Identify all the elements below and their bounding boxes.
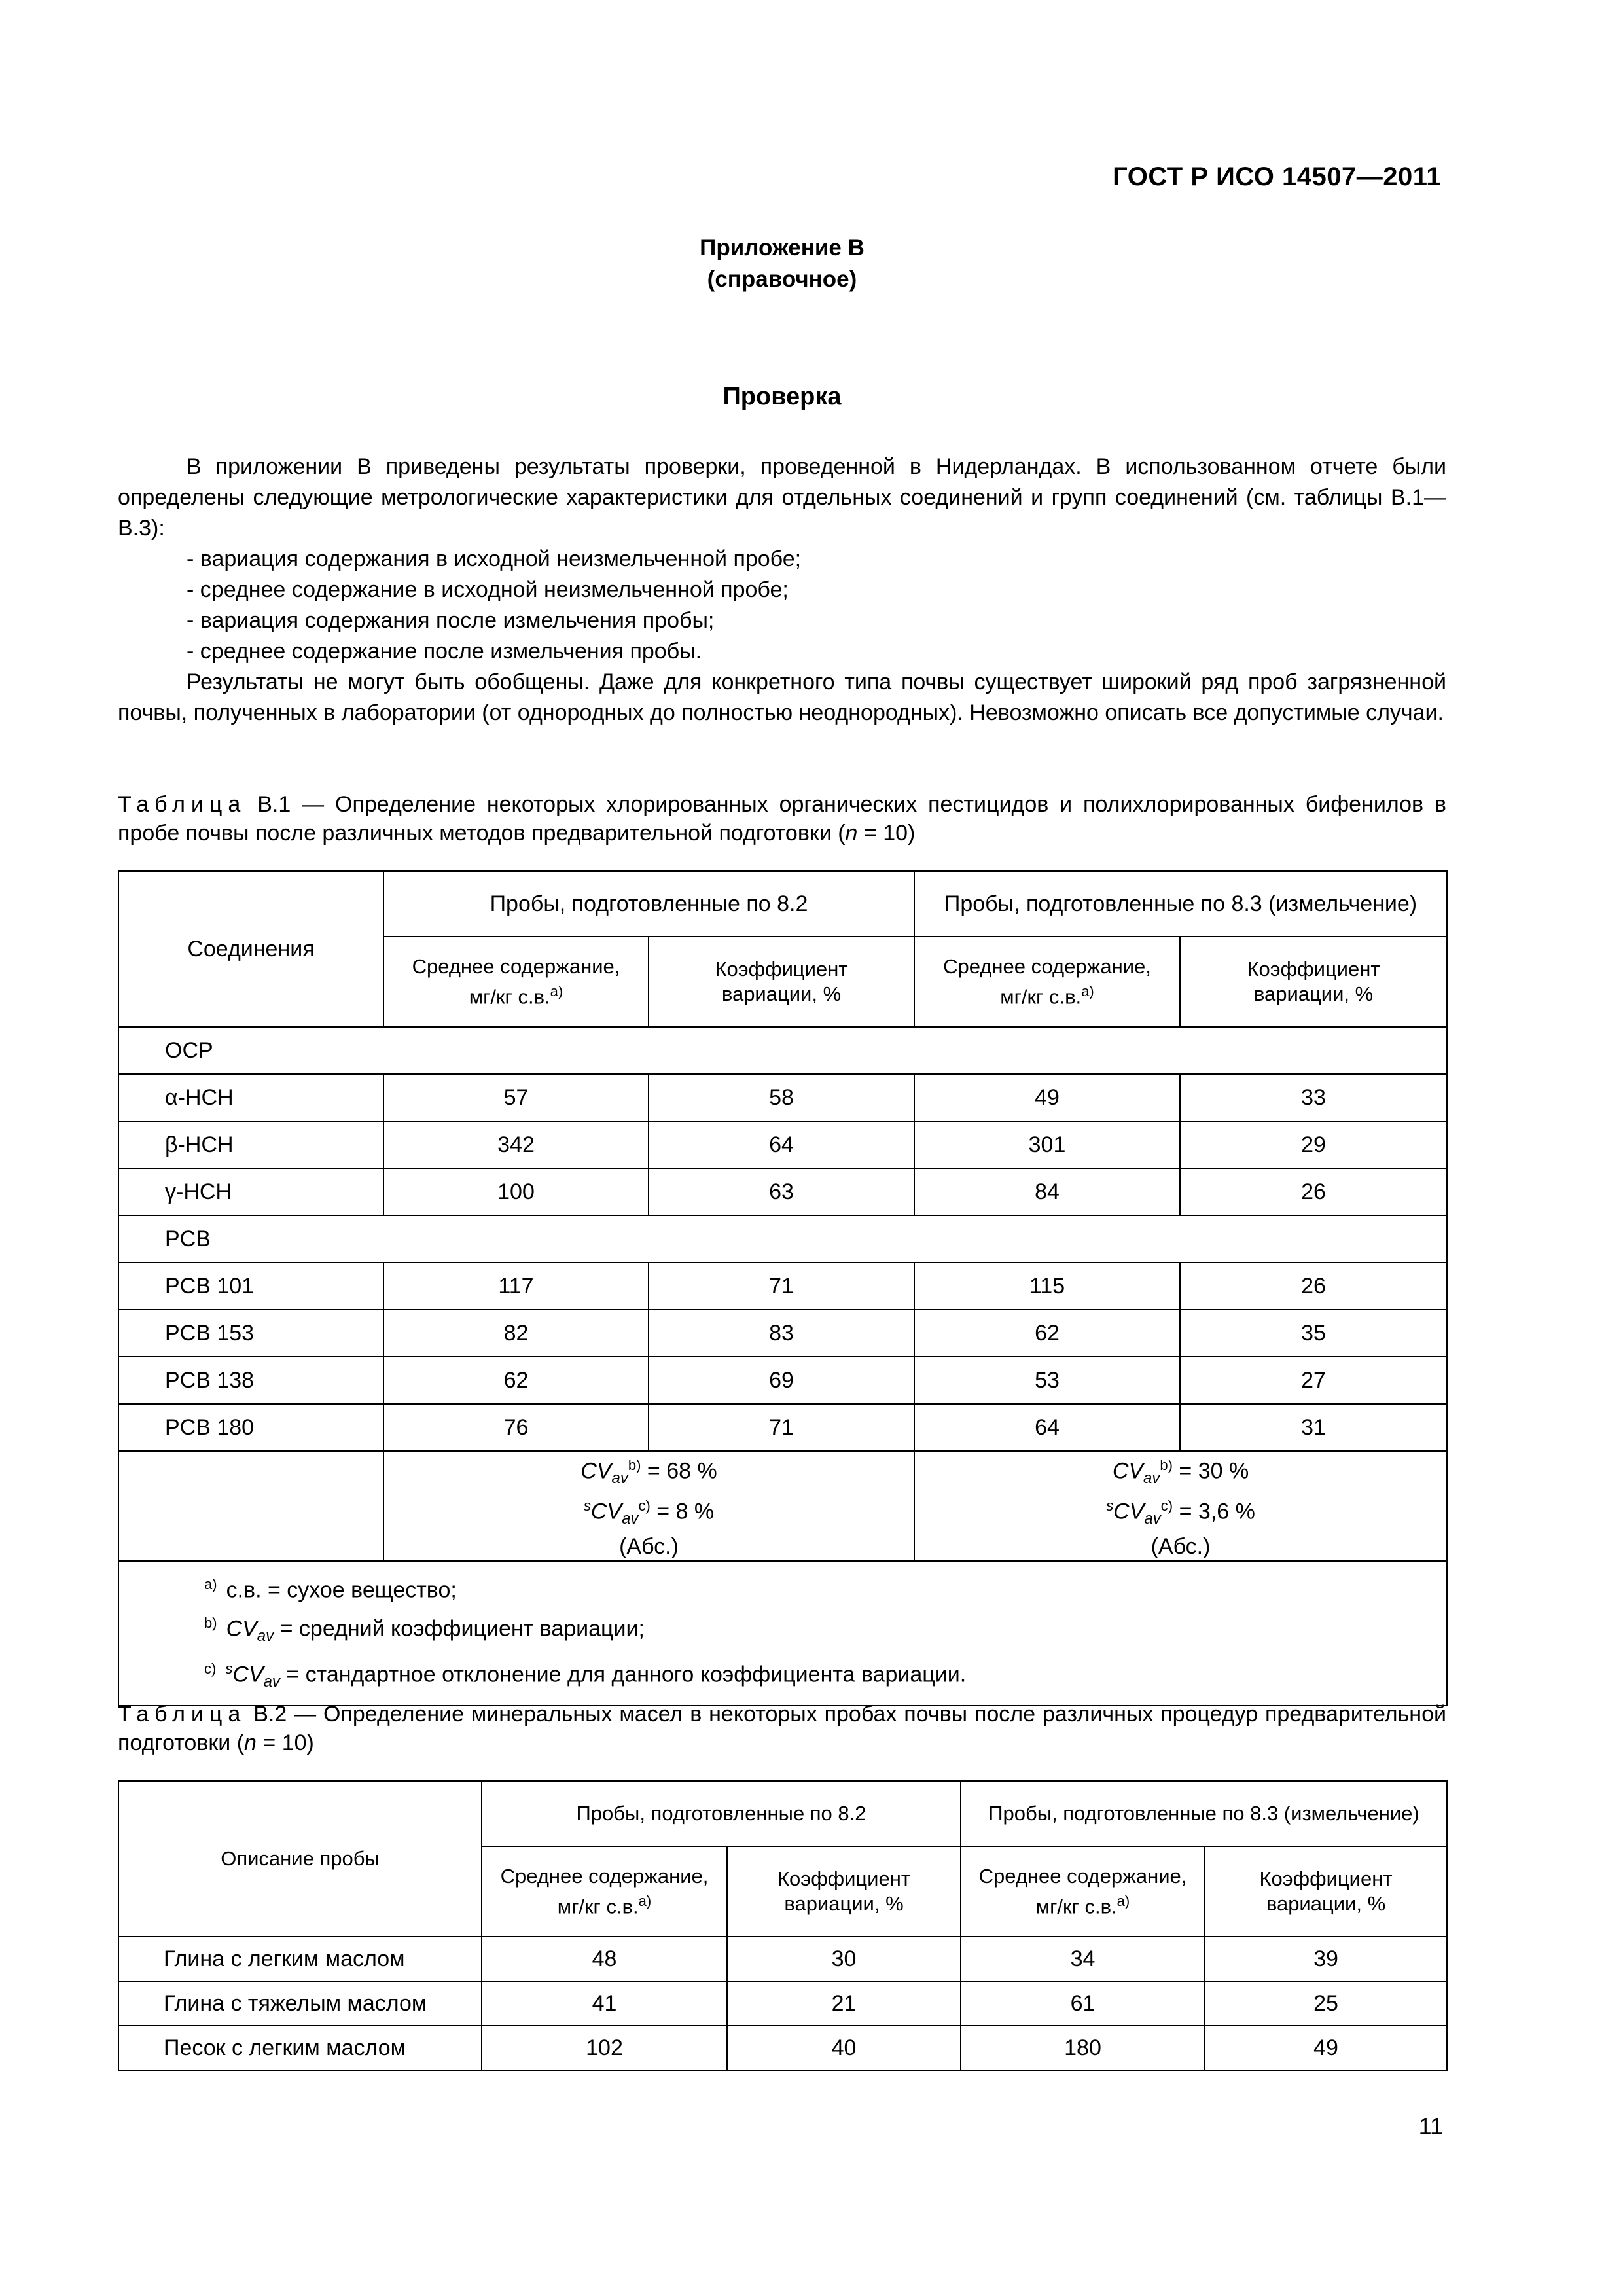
table2-caption-number: В.2 (253, 1702, 287, 1727)
table1-header-compound: Соединения (118, 871, 383, 1027)
table1-header-mean-82: Среднее содержание, мг/кг с.в.$^{a)}$ (383, 937, 649, 1027)
appendix-subtitle: (справочное) (707, 266, 857, 292)
cv-83: 26 (1180, 1263, 1447, 1310)
cv-83: 27 (1180, 1357, 1447, 1404)
table-row (118, 1168, 1447, 1215)
mean-83: 53 (914, 1357, 1180, 1404)
cv-83: 33 (1180, 1074, 1447, 1121)
table2-header-cv-83: Коэффициент вариации, % (1205, 1846, 1447, 1937)
intro-text (118, 452, 1446, 728)
mean-82: 76 (383, 1404, 649, 1451)
table2-caption-label: Таблица (118, 1702, 247, 1727)
cv-82: 71 (649, 1404, 914, 1451)
sample-name: Глина с легким маслом (118, 1937, 482, 1981)
table1-caption-text: — Определение некоторых хлорированных органических пестицидов и полихлорированных бифенилов в пробе почвы после различных методов предварительной подготовки ( (118, 792, 1446, 846)
cv-82: 69 (649, 1357, 914, 1404)
cv-83: 49 (1205, 2026, 1447, 2070)
mean-82: 41 (482, 1981, 727, 2026)
table2-caption-n: n (244, 1731, 257, 1755)
table1-header-group-82: Пробы, подготовленные по 8.2 (383, 871, 914, 937)
table1-stats-83: $CV_{av}^{b)} = 30$ % $^sCV_{av}^{c)} = 3,6$ % (Абс.) (914, 1451, 1447, 1561)
mean-82: 117 (383, 1263, 649, 1310)
mean-82: 57 (383, 1074, 649, 1121)
table1-stats-82: $CV_{av}^{b)} = 68$ % $^sCV_{av}^{c)} = 8$ % (Абс.) (383, 1451, 914, 1561)
table-row (118, 1263, 1447, 1310)
table-row (118, 1937, 1447, 1981)
table1-caption-label: Таблица (118, 792, 247, 817)
document-id: ГОСТ Р ИСО 14507—2011 (1113, 162, 1441, 191)
cv-83: 25 (1205, 1981, 1447, 2026)
table2-header-mean-82: Среднее содержание, мг/кг с.в.$^{a)}$ (482, 1846, 727, 1937)
cv-82: 64 (649, 1121, 914, 1168)
table2 (118, 1780, 1448, 2071)
cv-82: 63 (649, 1168, 914, 1215)
mean-83: 34 (961, 1937, 1205, 1981)
table1-header-group-83: Пробы, подготовленные по 8.3 (измельчение) (914, 871, 1447, 937)
table1-group-row: PCB (118, 1215, 1447, 1263)
mean-82: 342 (383, 1121, 649, 1168)
table-row (118, 1357, 1447, 1404)
mean-82: 102 (482, 2026, 727, 2070)
table2-header-group-83: Пробы, подготовленные по 8.3 (измельчение) (961, 1781, 1447, 1846)
table2-header-cv-82: Коэффициент вариации, % (727, 1846, 961, 1937)
compound-name: α-HCH (118, 1074, 383, 1121)
table-row (118, 1121, 1447, 1168)
compound-name: PCB 138 (118, 1357, 383, 1404)
appendix-heading (0, 232, 1564, 295)
compound-name: PCB 153 (118, 1310, 383, 1357)
intro-list-item: - среднее содержание в исходной неизмельченной пробе; (118, 575, 1446, 605)
table1-caption-number: В.1 (257, 792, 291, 817)
cv-82: 83 (649, 1310, 914, 1357)
cv-83: 35 (1180, 1310, 1447, 1357)
table1-group-row: OCP (118, 1027, 1447, 1074)
table2-caption (118, 1700, 1446, 1757)
mean-83: 64 (914, 1404, 1180, 1451)
table2-caption-text: — Определение минеральных масел в некоторых пробах почвы после различных процедур предварительной подготовки ( (118, 1702, 1446, 1755)
intro-list (118, 544, 1446, 667)
mean-83: 62 (914, 1310, 1180, 1357)
cv-82: 71 (649, 1263, 914, 1310)
table-row (118, 1310, 1447, 1357)
sample-name: Песок с легким маслом (118, 2026, 482, 2070)
mean-82: 100 (383, 1168, 649, 1215)
appendix-title: Приложение В (700, 235, 865, 260)
footnote-a: $^{a)}$ с.в. = сухое вещество; (204, 1576, 457, 1603)
footnote-c: $^{c)}$ $^sCV_{av}$ = стандартное отклонение для данного коэффициента вариации. (204, 1660, 967, 1691)
table-row (118, 1981, 1447, 2026)
cv-82: 40 (727, 2026, 961, 2070)
cv-82: 21 (727, 1981, 961, 2026)
cv-82: 30 (727, 1937, 961, 1981)
table-row (118, 1404, 1447, 1451)
mean-82: 62 (383, 1357, 649, 1404)
compound-name: PCB 180 (118, 1404, 383, 1451)
section-title: Проверка (722, 383, 842, 410)
intro-list-item: - среднее содержание после измельчения пробы. (118, 636, 1446, 667)
cv-83: 31 (1180, 1404, 1447, 1451)
mean-83: 115 (914, 1263, 1180, 1310)
table2-header-sample: Описание пробы (118, 1781, 482, 1937)
footnote-b: $^{b)}$ $CV_{av}$ = средний коэффициент вариации; (204, 1614, 645, 1645)
mean-83: 49 (914, 1074, 1180, 1121)
mean-83: 301 (914, 1121, 1180, 1168)
compound-name: PCB 101 (118, 1263, 383, 1310)
table1 (118, 870, 1448, 1706)
compound-name: γ-HCH (118, 1168, 383, 1215)
cv-83: 29 (1180, 1121, 1447, 1168)
table2-header-group-82: Пробы, подготовленные по 8.2 (482, 1781, 961, 1846)
cv-83: 39 (1205, 1937, 1447, 1981)
mean-82: 82 (383, 1310, 649, 1357)
table1-stats-empty (118, 1451, 383, 1561)
cv-83: 26 (1180, 1168, 1447, 1215)
mean-83: 84 (914, 1168, 1180, 1215)
intro-paragraph: В приложении В приведены результаты проверки, проведенной в Нидерландах. В использованном отчете были определены следующие метрологические характеристики для отдельных соединений и групп соединений (см. таблицы В.1—В.3): (118, 454, 1446, 541)
table1-header-cv-83: Коэффициент вариации, % (1180, 937, 1447, 1027)
table2-caption-end: = 10) (256, 1731, 314, 1755)
table1-caption (118, 790, 1446, 848)
table1-header-mean-83: Среднее содержание, мг/кг с.в.$^{a)}$ (914, 937, 1180, 1027)
table2-header-mean-83: Среднее содержание, мг/кг с.в.$^{a)}$ (961, 1846, 1205, 1937)
mean-83: 180 (961, 2026, 1205, 2070)
page-number: 11 (1418, 2113, 1443, 2140)
table-row (118, 2026, 1447, 2070)
sample-name: Глина с тяжелым маслом (118, 1981, 482, 2026)
compound-name: β-HCH (118, 1121, 383, 1168)
table1-header-cv-82: Коэффициент вариации, % (649, 937, 914, 1027)
table1-caption-n: n (845, 821, 858, 846)
mean-82: 48 (482, 1937, 727, 1981)
intro-list-item: - вариация содержания после измельчения пробы; (118, 605, 1446, 636)
mean-83: 61 (961, 1981, 1205, 2026)
cv-82: 58 (649, 1074, 914, 1121)
intro-list-item: - вариация содержания в исходной неизмельченной пробе; (118, 544, 1446, 575)
table1-footnotes (118, 1561, 1447, 1706)
intro-conclusion: Результаты не могут быть обобщены. Даже для конкретного типа почвы существует широкий ряд проб загрязненной почвы, полученных в лаборатории (от однородных до полностью неоднородных). Невозможно описать все допустимые случаи. (118, 670, 1446, 725)
table-row (118, 1074, 1447, 1121)
table1-caption-end: = 10) (857, 821, 916, 846)
